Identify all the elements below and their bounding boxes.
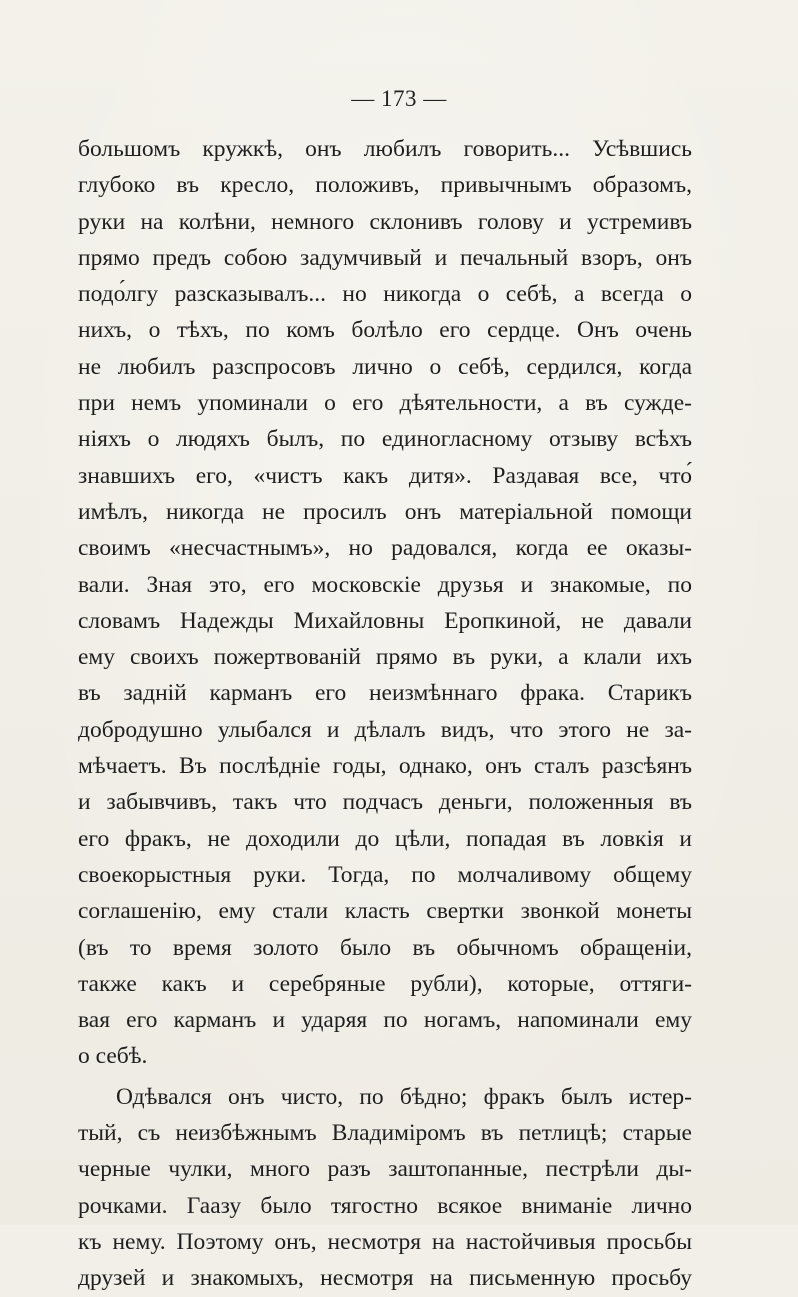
text-line: тый, съ неизбѣжнымъ Владиміромъ въ петлицѣ; старые bbox=[78, 1120, 692, 1147]
text-line: вая его карманъ и ударяя по ногамъ, напоминали ему bbox=[78, 1007, 692, 1034]
text-line: ніяхъ о людяхъ былъ, по единогласному отзыву всѣхъ bbox=[78, 426, 692, 453]
text-line: въ задній карманъ его неизмѣннаго фрака. Старикъ bbox=[78, 680, 692, 707]
text-line: Одѣвался онъ чисто, по бѣдно; фракъ былъ истер- bbox=[116, 1083, 692, 1110]
text-line: своекорыстныя руки. Тогда, по молчаливому общему bbox=[78, 861, 692, 888]
text-line: вали. Зная это, его московскіе друзья и знакомые, по bbox=[78, 571, 692, 598]
text-line: подо́лгу разсказывалъ... но никогда о себѣ, а всегда о bbox=[78, 281, 692, 308]
text-line: черные чулки, много разъ заштопанные, пестрѣли ды- bbox=[78, 1156, 692, 1183]
text-line: не любилъ разспросовъ лично о себѣ, сердился, когда bbox=[78, 353, 692, 380]
paragraph-1 bbox=[78, 131, 692, 1075]
text-line: при немъ упоминали о его дѣятельности, а въ сужде- bbox=[78, 390, 692, 417]
page-number: — 173 — bbox=[351, 86, 447, 111]
text-line: прямо предъ собою задумчивый и печальный взоръ, онъ bbox=[78, 244, 692, 271]
text-line: (въ то время золото было въ обычномъ обращеніи, bbox=[78, 934, 692, 961]
text-line: ему своихъ пожертвованій прямо въ руки, а клали ихъ bbox=[78, 644, 692, 671]
text-line: своимъ «несчастнымъ», но радовался, когда ее оказы- bbox=[78, 535, 692, 562]
body-text bbox=[78, 131, 692, 1297]
paragraph-2 bbox=[78, 1079, 692, 1297]
text-line: соглашенію, ему стали класть свертки звонкой монеты bbox=[78, 898, 692, 925]
text-line: его фракъ, не доходили до цѣли, попадая въ ловкія и bbox=[78, 825, 692, 852]
text-line: знавшихъ его, «чистъ какъ дитя». Раздавая все, что́ bbox=[78, 462, 692, 489]
text-line: о себѣ. bbox=[78, 1043, 148, 1070]
text-line: имѣлъ, никогда не просилъ онъ матеріальной помощи bbox=[78, 498, 692, 525]
text-line: добродушно улыбался и дѣлалъ видъ, что этого не за- bbox=[78, 716, 692, 743]
text-line: мѣчаетъ. Въ послѣдніе годы, однако, онъ сталъ разсѣянъ bbox=[78, 753, 692, 780]
text-line: также какъ и серебряные рубли), которые, оттяги- bbox=[78, 970, 692, 997]
text-line: большомъ кружкѣ, онъ любилъ говорить... Усѣвшись bbox=[78, 136, 692, 162]
text-line: словамъ Надежды Михайловны Еропкиной, не давали bbox=[78, 607, 692, 634]
text-line: глубоко въ кресло, положивъ, привычнымъ образомъ, bbox=[78, 172, 692, 199]
text-line: рочками. Гаазу было тягостно всякое вниманіе лично bbox=[78, 1192, 692, 1219]
text-line: и забывчивъ, такъ что подчасъ деньги, положенныя въ bbox=[78, 789, 692, 816]
text-line: къ нему. Поэтому онъ, несмотря на настойчивыя просьбы bbox=[78, 1228, 692, 1255]
text-line: руки на колѣни, немного склонивъ голову и устремивъ bbox=[78, 208, 692, 235]
text-line: нихъ, о тѣхъ, по комъ болѣло его сердце. Онъ очень bbox=[78, 317, 692, 344]
text-line: друзей и знакомыхъ, несмотря на письменную просьбу bbox=[78, 1265, 692, 1292]
